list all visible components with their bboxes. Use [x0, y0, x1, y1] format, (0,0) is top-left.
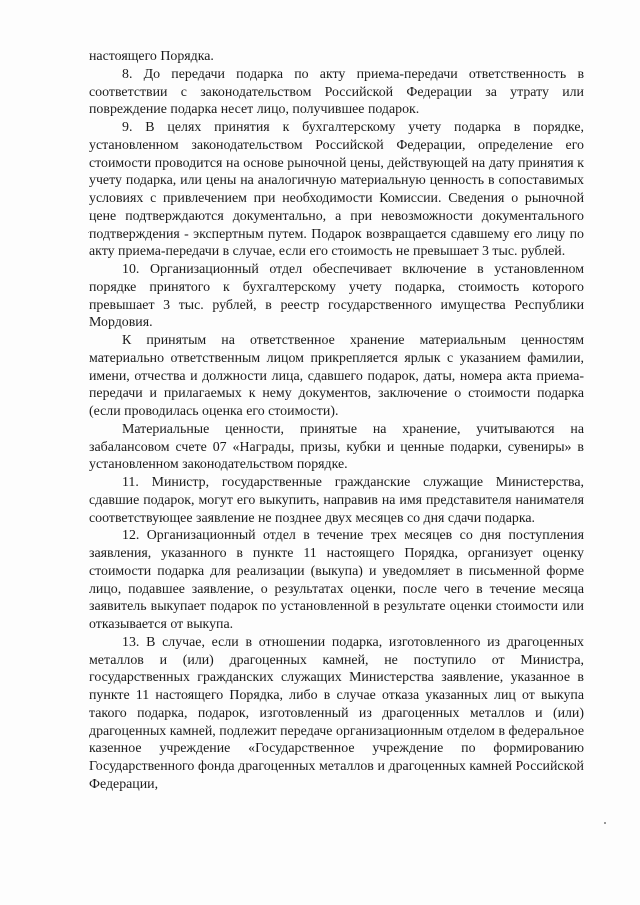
paragraph-off-balance: Материальные ценности, принятые на хранение, учитываются на забалансовом счете 07 «Награды, призы, кубки и ценные подарки, сувениры» в установленном законодательством порядке.: [89, 421, 584, 473]
scan-speck: [604, 822, 606, 824]
scan-speck: [88, 232, 89, 233]
paragraph-item-13: 13. В случае, если в отношении подарка, изготовленного из драгоценных металлов и (или) драгоценных камней, не поступило от Министра, государственных гражданских служащих Министерства заявление, указанное в пункте 11 настоящего Порядка, либо в случае отказа указанных лиц от выкупа такого подарка, подарок, изготовленный из драгоценных металлов и (или) драгоценных камней, подлежит передаче организационным отделом в федеральное казенное учреждение «Государственное учреждение по формированию Государственного фонда драгоценных металлов и драгоценных камней Российской Федерации,: [89, 634, 584, 792]
paragraph-continuation: настоящего Порядка.: [89, 49, 214, 64]
paragraph-item-8: 8. До передачи подарка по акту приема-передачи ответственность в соответствии с законодательством Российской Федерации за утрату или повреждение подарка несет лицо, получившее подарок.: [89, 66, 584, 118]
paragraph-item-10: 10. Организационный отдел обеспечивает включение в установленном порядке принятого к бухгалтерскому учету подарка, стоимость которого превышает 3 тыс. рублей, в реестр государственного имущества Республики Мордовия.: [89, 262, 584, 331]
paragraph-item-12: 12. Организационный отдел в течение трех месяцев со дня поступления заявления, указанного в пункте 11 настоящего Порядка, организует оценку стоимости подарка для реализации (выкупа) и уведомляет в письменной форме лицо, подавшее заявление, о результатах оценки, после чего в течение месяца заявитель выкупает подарок по установленной в результате оценки стоимости или отказывается от выкупа.: [89, 528, 584, 632]
paragraph-item-9: 9. В целях принятия к бухгалтерскому учету подарка в порядке, установленном законодательством Российской Федерации, определение его стоимости проводится на основе рыночной цены, действующей на дату принятия к учету подарка, или цены на аналогичную материальную ценность в сопоставимых условиях с привлечением при необходимости Комиссии. Сведения о рыночной цене подтверждаются документально, а при невозможности документального подтверждения - экспертным путем. Подарок возвращается сдавшему его лицу по акту приема-передачи в случае, если его стоимость не превышает 3 тыс. рублей.: [89, 120, 584, 260]
document-body: [89, 48, 584, 794]
paragraph-item-11: 11. Министр, государственные гражданские служащие Министерства, сдавшие подарок, могут его выкупить, направив на имя представителя нанимателя соответствующее заявление не позднее двух месяцев со дня сдачи подарка.: [89, 475, 584, 526]
paragraph-storage-label: К принятым на ответственное хранение материальным ценностям материально ответственным лицом прикрепляется ярлык с указанием фамилии, имени, отчества и должности лица, сдавшего подарок, даты, номера акта приема-передачи и прилагаемых к нему документов, заключение о стоимости подарка (если проводилась оценка его стоимости).: [89, 333, 584, 419]
